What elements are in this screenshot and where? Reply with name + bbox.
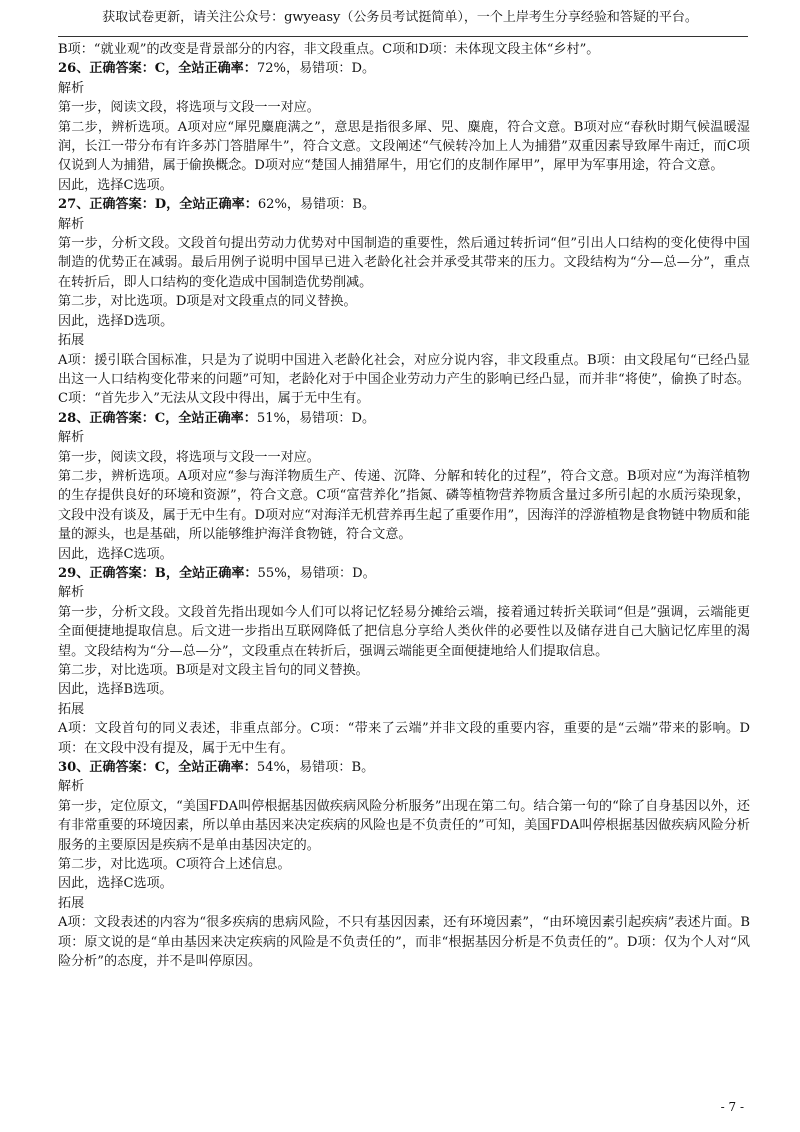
page-content: [58, 40, 750, 972]
accuracy-rate: 55%，易错项：D。: [257, 565, 376, 581]
analysis-paragraph: 第二步，对比选项。D项是对文段重点的同义替换。: [58, 294, 357, 310]
answer-number-label: 26、正确答案：: [58, 61, 155, 77]
accuracy-label: ，全站正确率：: [165, 760, 257, 776]
analysis-label: 解析: [58, 779, 85, 795]
question-block: [58, 758, 750, 971]
accuracy-label: ，全站正确率：: [165, 565, 258, 581]
answer-line: [58, 59, 750, 78]
question-block: [58, 195, 750, 408]
analysis-label: 解析: [58, 216, 85, 232]
answer-line: [58, 409, 750, 428]
question-block: [58, 409, 750, 564]
question-list: [58, 59, 750, 971]
header-divider: [58, 36, 748, 37]
extension-paragraph: A项：文段表述的内容为“很多疾病的患病风险，不只有基因因素，还有环境因素”，“由环境因素引起疾病”表述片面。B项：原文说的是“单由基因来决定疾病的风险是不负责任的”，而非“根据基因分析是不负责任的”。D项：仅为个人对“风险分析”的态度，并不是叫停原因。: [58, 915, 750, 970]
analysis-paragraph: 因此，选择C选项。: [58, 876, 173, 892]
accuracy-rate: 54%，易错项：B。: [256, 760, 375, 776]
correct-answer: C: [154, 410, 166, 426]
analysis-paragraph: 第二步，对比选项。B项是对文段主旨句的同义替换。: [58, 663, 369, 678]
page-number: - 7 -: [720, 1100, 744, 1114]
analysis-paragraph: 因此，选择C选项。: [58, 177, 173, 193]
accuracy-label: ，全站正确率：: [166, 197, 258, 213]
analysis-label: 解析: [58, 430, 85, 446]
accuracy-rate: 62%，易错项：B。: [257, 197, 376, 213]
analysis-paragraph: 第一步，分析文段。文段首句提出劳动力优势对中国制造的重要性，然后通过转折词“但”引出人口结构的变化使得中国制造的优势正在减弱。最后用例子说明中国早已进入老龄化社会并承受其带来的压力。文段结构为“分—总—分”，重点在转折后，即人口结构的变化造成中国制造优势削减。: [58, 236, 750, 290]
extension-paragraph: A项：援引联合国标准，只是为了说明中国进入老龄化社会，对应分说内容，非文段重点。B项：由文段尾句“已经凸显出这一人口结构变化带来的问题”可知，老龄化对于中国企业劳动力产生的影响已经凸显，而并非“将使”，偷换了时态。C项：“首先步入”无法从文段中得出，属于无中生有。: [58, 352, 750, 407]
extension-label: 拓展: [58, 333, 85, 349]
analysis-paragraph: 第二步，辨析选项。A项对应“犀兕麋鹿满之”，意思是指很多犀、兕、麋鹿，符合文意。B项对应“春秋时期气候温暖湿润，长江一带分布有许多苏门答腊犀牛”，符合文意。文段阐述“气候转冷加上人为捕猎”双重因素导致犀牛南迁，而C项仅说到人为捕猎，属于偷换概念。D项对应“楚国人捕猎犀牛，用它们的皮制作犀甲”，犀甲为军事用途，符合文意。: [58, 119, 750, 174]
answer-number-label: 30、正确答案：: [58, 760, 155, 776]
accuracy-label: ，全站正确率：: [165, 61, 257, 77]
analysis-paragraph: 第一步，阅读文段，将选项与文段一一对应。: [58, 100, 320, 116]
analysis-paragraph: 第二步，辨析选项。A项对应“参与海洋物质生产、传递、沉降、分解和转化的过程”，符合文意。B项对应“为海洋植物的生存提供良好的环境和资源”，符合文意。C项“富营养化”指氮、磷等植物营养物质含量过多所引起的水质污染现象，文段中没有谈及，属于无中生有。D项对应“对海洋无机营养再生起了重要作用”，因海洋的浮游植物是食物链中物质和能量的源头，也是基础，所以能够维护海洋食物链，符合文意。: [58, 468, 750, 543]
analysis-label: 解析: [58, 80, 85, 96]
extension-label: 拓展: [58, 895, 85, 911]
answer-number-label: 29、正确答案：: [58, 565, 155, 581]
answer-line: [58, 564, 750, 583]
analysis-label: 解析: [58, 585, 85, 601]
analysis-paragraph: 第二步，对比选项。C项符合上述信息。: [58, 857, 291, 873]
correct-answer: C: [154, 61, 166, 77]
answer-number-label: 27、正确答案：: [58, 197, 155, 213]
accuracy-rate: 72%，易错项：D。: [256, 61, 376, 77]
extension-label: 拓展: [58, 701, 85, 717]
correct-answer: D: [154, 197, 167, 213]
answer-line: [58, 758, 750, 777]
correct-answer: B: [154, 565, 166, 581]
analysis-paragraph: 第一步，分析文段。文段首先指出现如今人们可以将记忆轻易分摊给云端，接着通过转折关联词“但是”强调，云端能更全面便捷地提取信息。后文进一步指出互联网降低了把信息分享给人类伙伴的必要性以及储存进自己大脑记忆库里的渴望。文段结构为“分—总—分”，文段重点在转折后，强调云端能更全面便捷地给人们提取信息。: [58, 604, 750, 659]
question-block: [58, 564, 750, 758]
extension-paragraph: A项：文段首句的同义表述，非重点部分。C项：“带来了云端”并非文段的重要内容，重要的是“云端”带来的影响。D项：在文段中没有提及，属于无中生有。: [58, 721, 750, 756]
intro-paragraph: B项：“就业观”的改变是背景部分的内容，非文段重点。C项和D项：未体现文段主体“乡村”。: [58, 42, 600, 57]
correct-answer: C: [154, 760, 166, 776]
analysis-paragraph: 第一步，阅读文段，将选项与文段一一对应。: [58, 449, 320, 465]
analysis-paragraph: 因此，选择D选项。: [58, 313, 174, 329]
accuracy-label: ，全站正确率：: [165, 410, 257, 426]
analysis-paragraph: 因此，选择B选项。: [58, 682, 173, 698]
analysis-paragraph: 因此，选择C选项。: [58, 546, 173, 562]
accuracy-rate: 51%，易错项：D。: [256, 410, 376, 426]
page-header: 获取试卷更新，请关注公众号：gwyeasy（公务员考试挺简单），一个上岸考生分享经验和答疑的平台。: [102, 10, 698, 25]
question-block: [58, 59, 750, 195]
answer-line: [58, 195, 750, 214]
answer-number-label: 28、正确答案：: [58, 410, 155, 426]
analysis-paragraph: 第一步，定位原文，“美国FDA叫停根据基因做疾病风险分析服务”出现在第二句。结合第一句的“除了自身基因以外，还有非常重要的环境因素，所以单由基因来决定疾病的风险也是不负责任的”可知，美国FDA叫停根据基因做疾病风险分析服务的主要原因是疾病不是单由基因决定的。: [58, 798, 750, 853]
